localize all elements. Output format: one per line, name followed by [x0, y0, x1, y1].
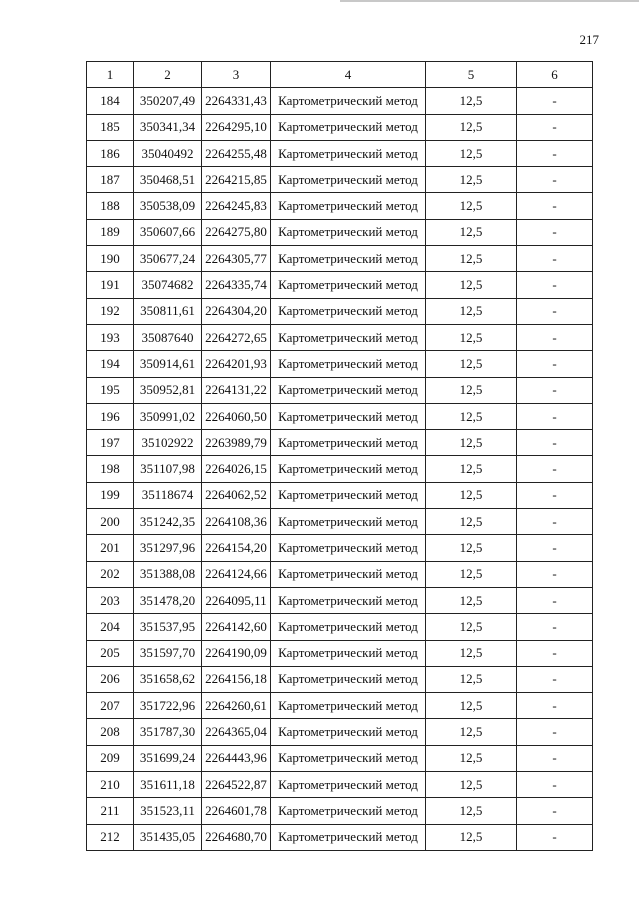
point-number-cell: 204 [87, 614, 134, 640]
coordinates-table [86, 61, 593, 851]
note-cell: - [517, 351, 593, 377]
y-coordinate-cell: 2264201,93 [202, 351, 271, 377]
x-coordinate-cell: 351297,96 [134, 535, 202, 561]
x-coordinate-cell: 35040492 [134, 140, 202, 166]
y-coordinate-cell: 2264190,09 [202, 640, 271, 666]
accuracy-cell: 12,5 [426, 535, 517, 561]
note-cell: - [517, 640, 593, 666]
x-coordinate-cell: 350952,81 [134, 377, 202, 403]
y-coordinate-cell: 2264255,48 [202, 140, 271, 166]
accuracy-cell: 12,5 [426, 324, 517, 350]
x-coordinate-cell: 35118674 [134, 482, 202, 508]
x-coordinate-cell: 35102922 [134, 430, 202, 456]
x-coordinate-cell: 351388,08 [134, 561, 202, 587]
y-coordinate-cell: 2264522,87 [202, 772, 271, 798]
table-row [87, 666, 593, 692]
x-coordinate-cell: 351478,20 [134, 587, 202, 613]
x-coordinate-cell: 350991,02 [134, 403, 202, 429]
point-number-cell: 212 [87, 824, 134, 850]
method-cell: Картометрический метод [271, 246, 426, 272]
method-cell: Картометрический метод [271, 219, 426, 245]
point-number-cell: 193 [87, 324, 134, 350]
table-row [87, 246, 593, 272]
method-cell: Картометрический метод [271, 640, 426, 666]
accuracy-cell: 12,5 [426, 377, 517, 403]
y-coordinate-cell: 2264108,36 [202, 509, 271, 535]
note-cell: - [517, 824, 593, 850]
x-coordinate-cell: 35087640 [134, 324, 202, 350]
y-coordinate-cell: 2264124,66 [202, 561, 271, 587]
x-coordinate-cell: 350341,34 [134, 114, 202, 140]
method-cell: Картометрический метод [271, 587, 426, 613]
accuracy-cell: 12,5 [426, 772, 517, 798]
accuracy-cell: 12,5 [426, 272, 517, 298]
table-row [87, 324, 593, 350]
accuracy-cell: 12,5 [426, 640, 517, 666]
point-number-cell: 210 [87, 772, 134, 798]
x-coordinate-cell: 351537,95 [134, 614, 202, 640]
y-coordinate-cell: 2264142,60 [202, 614, 271, 640]
x-coordinate-cell: 351658,62 [134, 666, 202, 692]
note-cell: - [517, 88, 593, 114]
x-coordinate-cell: 350207,49 [134, 88, 202, 114]
accuracy-cell: 12,5 [426, 824, 517, 850]
accuracy-cell: 12,5 [426, 140, 517, 166]
note-cell: - [517, 509, 593, 535]
y-coordinate-cell: 2264245,83 [202, 193, 271, 219]
point-number-cell: 189 [87, 219, 134, 245]
point-number-cell: 184 [87, 88, 134, 114]
method-cell: Картометрический метод [271, 114, 426, 140]
point-number-cell: 186 [87, 140, 134, 166]
y-coordinate-cell: 2264215,85 [202, 167, 271, 193]
note-cell: - [517, 772, 593, 798]
table-row [87, 298, 593, 324]
accuracy-cell: 12,5 [426, 298, 517, 324]
accuracy-cell: 12,5 [426, 482, 517, 508]
point-number-cell: 187 [87, 167, 134, 193]
method-cell: Картометрический метод [271, 824, 426, 850]
accuracy-cell: 12,5 [426, 193, 517, 219]
note-cell: - [517, 298, 593, 324]
point-number-cell: 191 [87, 272, 134, 298]
point-number-cell: 207 [87, 693, 134, 719]
table-row [87, 140, 593, 166]
x-coordinate-cell: 35074682 [134, 272, 202, 298]
accuracy-cell: 12,5 [426, 246, 517, 272]
column-header-5: 5 [426, 62, 517, 88]
accuracy-cell: 12,5 [426, 219, 517, 245]
accuracy-cell: 12,5 [426, 88, 517, 114]
accuracy-cell: 12,5 [426, 509, 517, 535]
point-number-cell: 190 [87, 246, 134, 272]
method-cell: Картометрический метод [271, 88, 426, 114]
table-row [87, 745, 593, 771]
note-cell: - [517, 561, 593, 587]
point-number-cell: 201 [87, 535, 134, 561]
table-row [87, 219, 593, 245]
x-coordinate-cell: 351242,35 [134, 509, 202, 535]
table-body [87, 88, 593, 851]
point-number-cell: 211 [87, 798, 134, 824]
y-coordinate-cell: 2263989,79 [202, 430, 271, 456]
point-number-cell: 192 [87, 298, 134, 324]
point-number-cell: 209 [87, 745, 134, 771]
table-row [87, 640, 593, 666]
point-number-cell: 206 [87, 666, 134, 692]
note-cell: - [517, 745, 593, 771]
point-number-cell: 195 [87, 377, 134, 403]
y-coordinate-cell: 2264335,74 [202, 272, 271, 298]
table-row [87, 535, 593, 561]
point-number-cell: 205 [87, 640, 134, 666]
point-number-cell: 198 [87, 456, 134, 482]
table-row [87, 482, 593, 508]
table-row [87, 377, 593, 403]
y-coordinate-cell: 2264365,04 [202, 719, 271, 745]
scan-top-rule [340, 0, 639, 2]
table-row [87, 509, 593, 535]
accuracy-cell: 12,5 [426, 614, 517, 640]
accuracy-cell: 12,5 [426, 719, 517, 745]
note-cell: - [517, 324, 593, 350]
table-row [87, 351, 593, 377]
accuracy-cell: 12,5 [426, 693, 517, 719]
table-row [87, 430, 593, 456]
note-cell: - [517, 430, 593, 456]
table-row [87, 587, 593, 613]
note-cell: - [517, 377, 593, 403]
y-coordinate-cell: 2264443,96 [202, 745, 271, 771]
column-header-6: 6 [517, 62, 593, 88]
method-cell: Картометрический метод [271, 167, 426, 193]
table-row [87, 167, 593, 193]
method-cell: Картометрический метод [271, 324, 426, 350]
table-row [87, 798, 593, 824]
y-coordinate-cell: 2264062,52 [202, 482, 271, 508]
x-coordinate-cell: 350468,51 [134, 167, 202, 193]
column-header-4: 4 [271, 62, 426, 88]
method-cell: Картометрический метод [271, 745, 426, 771]
y-coordinate-cell: 2264331,43 [202, 88, 271, 114]
method-cell: Картометрический метод [271, 772, 426, 798]
column-header-2: 2 [134, 62, 202, 88]
note-cell: - [517, 798, 593, 824]
point-number-cell: 188 [87, 193, 134, 219]
table-row [87, 193, 593, 219]
method-cell: Картометрический метод [271, 430, 426, 456]
point-number-cell: 202 [87, 561, 134, 587]
method-cell: Картометрический метод [271, 403, 426, 429]
x-coordinate-cell: 351787,30 [134, 719, 202, 745]
y-coordinate-cell: 2264060,50 [202, 403, 271, 429]
method-cell: Картометрический метод [271, 798, 426, 824]
accuracy-cell: 12,5 [426, 561, 517, 587]
point-number-cell: 203 [87, 587, 134, 613]
x-coordinate-cell: 350914,61 [134, 351, 202, 377]
page-number: 217 [579, 32, 599, 47]
table-row [87, 824, 593, 850]
x-coordinate-cell: 350538,09 [134, 193, 202, 219]
column-header-3: 3 [202, 62, 271, 88]
x-coordinate-cell: 351699,24 [134, 745, 202, 771]
table-row [87, 693, 593, 719]
y-coordinate-cell: 2264260,61 [202, 693, 271, 719]
x-coordinate-cell: 351597,70 [134, 640, 202, 666]
x-coordinate-cell: 351611,18 [134, 772, 202, 798]
method-cell: Картометрический метод [271, 377, 426, 403]
table-row [87, 614, 593, 640]
accuracy-cell: 12,5 [426, 798, 517, 824]
y-coordinate-cell: 2264131,22 [202, 377, 271, 403]
table-row [87, 719, 593, 745]
accuracy-cell: 12,5 [426, 587, 517, 613]
method-cell: Картометрический метод [271, 693, 426, 719]
point-number-cell: 194 [87, 351, 134, 377]
method-cell: Картометрический метод [271, 351, 426, 377]
note-cell: - [517, 482, 593, 508]
method-cell: Картометрический метод [271, 298, 426, 324]
note-cell: - [517, 693, 593, 719]
table-row [87, 88, 593, 114]
method-cell: Картометрический метод [271, 482, 426, 508]
accuracy-cell: 12,5 [426, 114, 517, 140]
x-coordinate-cell: 350677,24 [134, 246, 202, 272]
note-cell: - [517, 587, 593, 613]
point-number-cell: 199 [87, 482, 134, 508]
accuracy-cell: 12,5 [426, 351, 517, 377]
column-header-1: 1 [87, 62, 134, 88]
point-number-cell: 200 [87, 509, 134, 535]
method-cell: Картометрический метод [271, 614, 426, 640]
x-coordinate-cell: 350811,61 [134, 298, 202, 324]
table-row [87, 561, 593, 587]
y-coordinate-cell: 2264295,10 [202, 114, 271, 140]
method-cell: Картометрический метод [271, 193, 426, 219]
accuracy-cell: 12,5 [426, 456, 517, 482]
method-cell: Картометрический метод [271, 719, 426, 745]
y-coordinate-cell: 2264304,20 [202, 298, 271, 324]
x-coordinate-cell: 351523,11 [134, 798, 202, 824]
note-cell: - [517, 456, 593, 482]
note-cell: - [517, 719, 593, 745]
accuracy-cell: 12,5 [426, 167, 517, 193]
method-cell: Картометрический метод [271, 535, 426, 561]
table-row [87, 272, 593, 298]
note-cell: - [517, 272, 593, 298]
y-coordinate-cell: 2264680,70 [202, 824, 271, 850]
table-row [87, 772, 593, 798]
accuracy-cell: 12,5 [426, 745, 517, 771]
table-row [87, 403, 593, 429]
y-coordinate-cell: 2264154,20 [202, 535, 271, 561]
method-cell: Картометрический метод [271, 561, 426, 587]
note-cell: - [517, 219, 593, 245]
x-coordinate-cell: 350607,66 [134, 219, 202, 245]
note-cell: - [517, 114, 593, 140]
accuracy-cell: 12,5 [426, 430, 517, 456]
method-cell: Картометрический метод [271, 456, 426, 482]
note-cell: - [517, 193, 593, 219]
table-row [87, 114, 593, 140]
method-cell: Картометрический метод [271, 666, 426, 692]
y-coordinate-cell: 2264026,15 [202, 456, 271, 482]
x-coordinate-cell: 351107,98 [134, 456, 202, 482]
y-coordinate-cell: 2264275,80 [202, 219, 271, 245]
accuracy-cell: 12,5 [426, 403, 517, 429]
method-cell: Картометрический метод [271, 272, 426, 298]
point-number-cell: 208 [87, 719, 134, 745]
y-coordinate-cell: 2264305,77 [202, 246, 271, 272]
note-cell: - [517, 403, 593, 429]
note-cell: - [517, 535, 593, 561]
y-coordinate-cell: 2264272,65 [202, 324, 271, 350]
method-cell: Картометрический метод [271, 509, 426, 535]
note-cell: - [517, 167, 593, 193]
note-cell: - [517, 666, 593, 692]
y-coordinate-cell: 2264601,78 [202, 798, 271, 824]
table-row [87, 456, 593, 482]
note-cell: - [517, 140, 593, 166]
point-number-cell: 197 [87, 430, 134, 456]
point-number-cell: 196 [87, 403, 134, 429]
method-cell: Картометрический метод [271, 140, 426, 166]
x-coordinate-cell: 351722,96 [134, 693, 202, 719]
point-number-cell: 185 [87, 114, 134, 140]
table-header-row [87, 62, 593, 88]
note-cell: - [517, 614, 593, 640]
y-coordinate-cell: 2264156,18 [202, 666, 271, 692]
y-coordinate-cell: 2264095,11 [202, 587, 271, 613]
accuracy-cell: 12,5 [426, 666, 517, 692]
note-cell: - [517, 246, 593, 272]
x-coordinate-cell: 351435,05 [134, 824, 202, 850]
